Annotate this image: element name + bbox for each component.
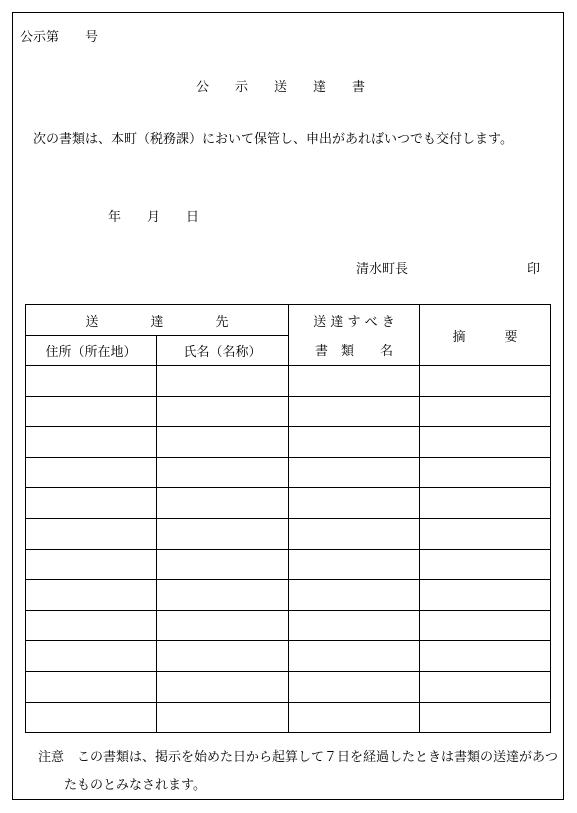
table-cell[interactable]: [26, 427, 157, 458]
table-cell[interactable]: [420, 702, 551, 733]
table-cell[interactable]: [420, 366, 551, 397]
table-cell[interactable]: [157, 610, 289, 641]
table-cell[interactable]: [420, 427, 551, 458]
date-line: 年 月 日: [108, 210, 200, 225]
table-row: [26, 549, 551, 580]
table-cell[interactable]: [26, 518, 157, 549]
table-cell[interactable]: [157, 396, 289, 427]
table-cell[interactable]: [289, 610, 420, 641]
summary-header: 摘 要: [420, 305, 551, 366]
document-number: 公示第 号: [20, 30, 99, 45]
destination-header: 送 達 先: [26, 305, 289, 336]
table-cell[interactable]: [26, 549, 157, 580]
table-cell[interactable]: [26, 671, 157, 702]
table-cell[interactable]: [289, 488, 420, 519]
table-row: [26, 457, 551, 488]
table-cell[interactable]: [420, 549, 551, 580]
delivery-table: [25, 304, 551, 733]
documents-header: [289, 305, 420, 366]
table-cell[interactable]: [420, 396, 551, 427]
table-cell[interactable]: [420, 457, 551, 488]
table-row: [26, 427, 551, 458]
table-cell[interactable]: [26, 396, 157, 427]
table-cell[interactable]: [157, 549, 289, 580]
table-cell[interactable]: [26, 488, 157, 519]
table-row: [26, 518, 551, 549]
table-row: [26, 671, 551, 702]
table-cell[interactable]: [420, 641, 551, 672]
table-cell[interactable]: [157, 702, 289, 733]
table-cell[interactable]: [289, 457, 420, 488]
table-cell[interactable]: [26, 641, 157, 672]
table-cell[interactable]: [289, 671, 420, 702]
table-cell[interactable]: [420, 488, 551, 519]
seal-mark: 印: [527, 262, 541, 277]
table-cell[interactable]: [289, 641, 420, 672]
table-cell[interactable]: [420, 580, 551, 611]
table-cell[interactable]: [157, 457, 289, 488]
table-cell[interactable]: [157, 641, 289, 672]
issuer-name: 清水町長: [356, 262, 409, 277]
table-cell[interactable]: [157, 427, 289, 458]
table-cell[interactable]: [157, 488, 289, 519]
documents-header-line1: 送 達 す べ き: [313, 315, 395, 330]
table-row: [26, 488, 551, 519]
table-row: [26, 641, 551, 672]
table-cell[interactable]: [289, 396, 420, 427]
table-cell[interactable]: [157, 518, 289, 549]
table-cell[interactable]: [289, 549, 420, 580]
body-text: 次の書類は、本町（税務課）において保管し、申出があればいつでも交付します。: [33, 132, 513, 147]
table-row: [26, 702, 551, 733]
table-cell[interactable]: [26, 580, 157, 611]
table-cell[interactable]: [157, 580, 289, 611]
table-cell[interactable]: [26, 366, 157, 397]
table-cell[interactable]: [289, 580, 420, 611]
table-row: [26, 580, 551, 611]
name-header: 氏名（名称）: [157, 336, 289, 366]
table-cell[interactable]: [157, 671, 289, 702]
table-cell[interactable]: [420, 610, 551, 641]
note-text: 注意 この書類は、掲示を始めた日から起算して７日を経過したときは書類の送達があつたものとみなされます。: [38, 750, 559, 793]
table-body: [26, 366, 551, 733]
table-cell[interactable]: [26, 610, 157, 641]
table-cell[interactable]: [289, 518, 420, 549]
table-cell[interactable]: [420, 518, 551, 549]
table-cell[interactable]: [157, 366, 289, 397]
table-cell[interactable]: [26, 457, 157, 488]
documents-header-line2: 書 類 名: [315, 344, 394, 359]
table-row: [26, 396, 551, 427]
address-header: 住所（所在地）: [26, 336, 157, 366]
table-cell[interactable]: [289, 702, 420, 733]
table-cell[interactable]: [289, 366, 420, 397]
page-title: 公 示 送 達 書: [196, 80, 366, 95]
table-cell[interactable]: [289, 427, 420, 458]
table-cell[interactable]: [26, 702, 157, 733]
table-cell[interactable]: [420, 671, 551, 702]
table-row: [26, 366, 551, 397]
table-row: [26, 610, 551, 641]
